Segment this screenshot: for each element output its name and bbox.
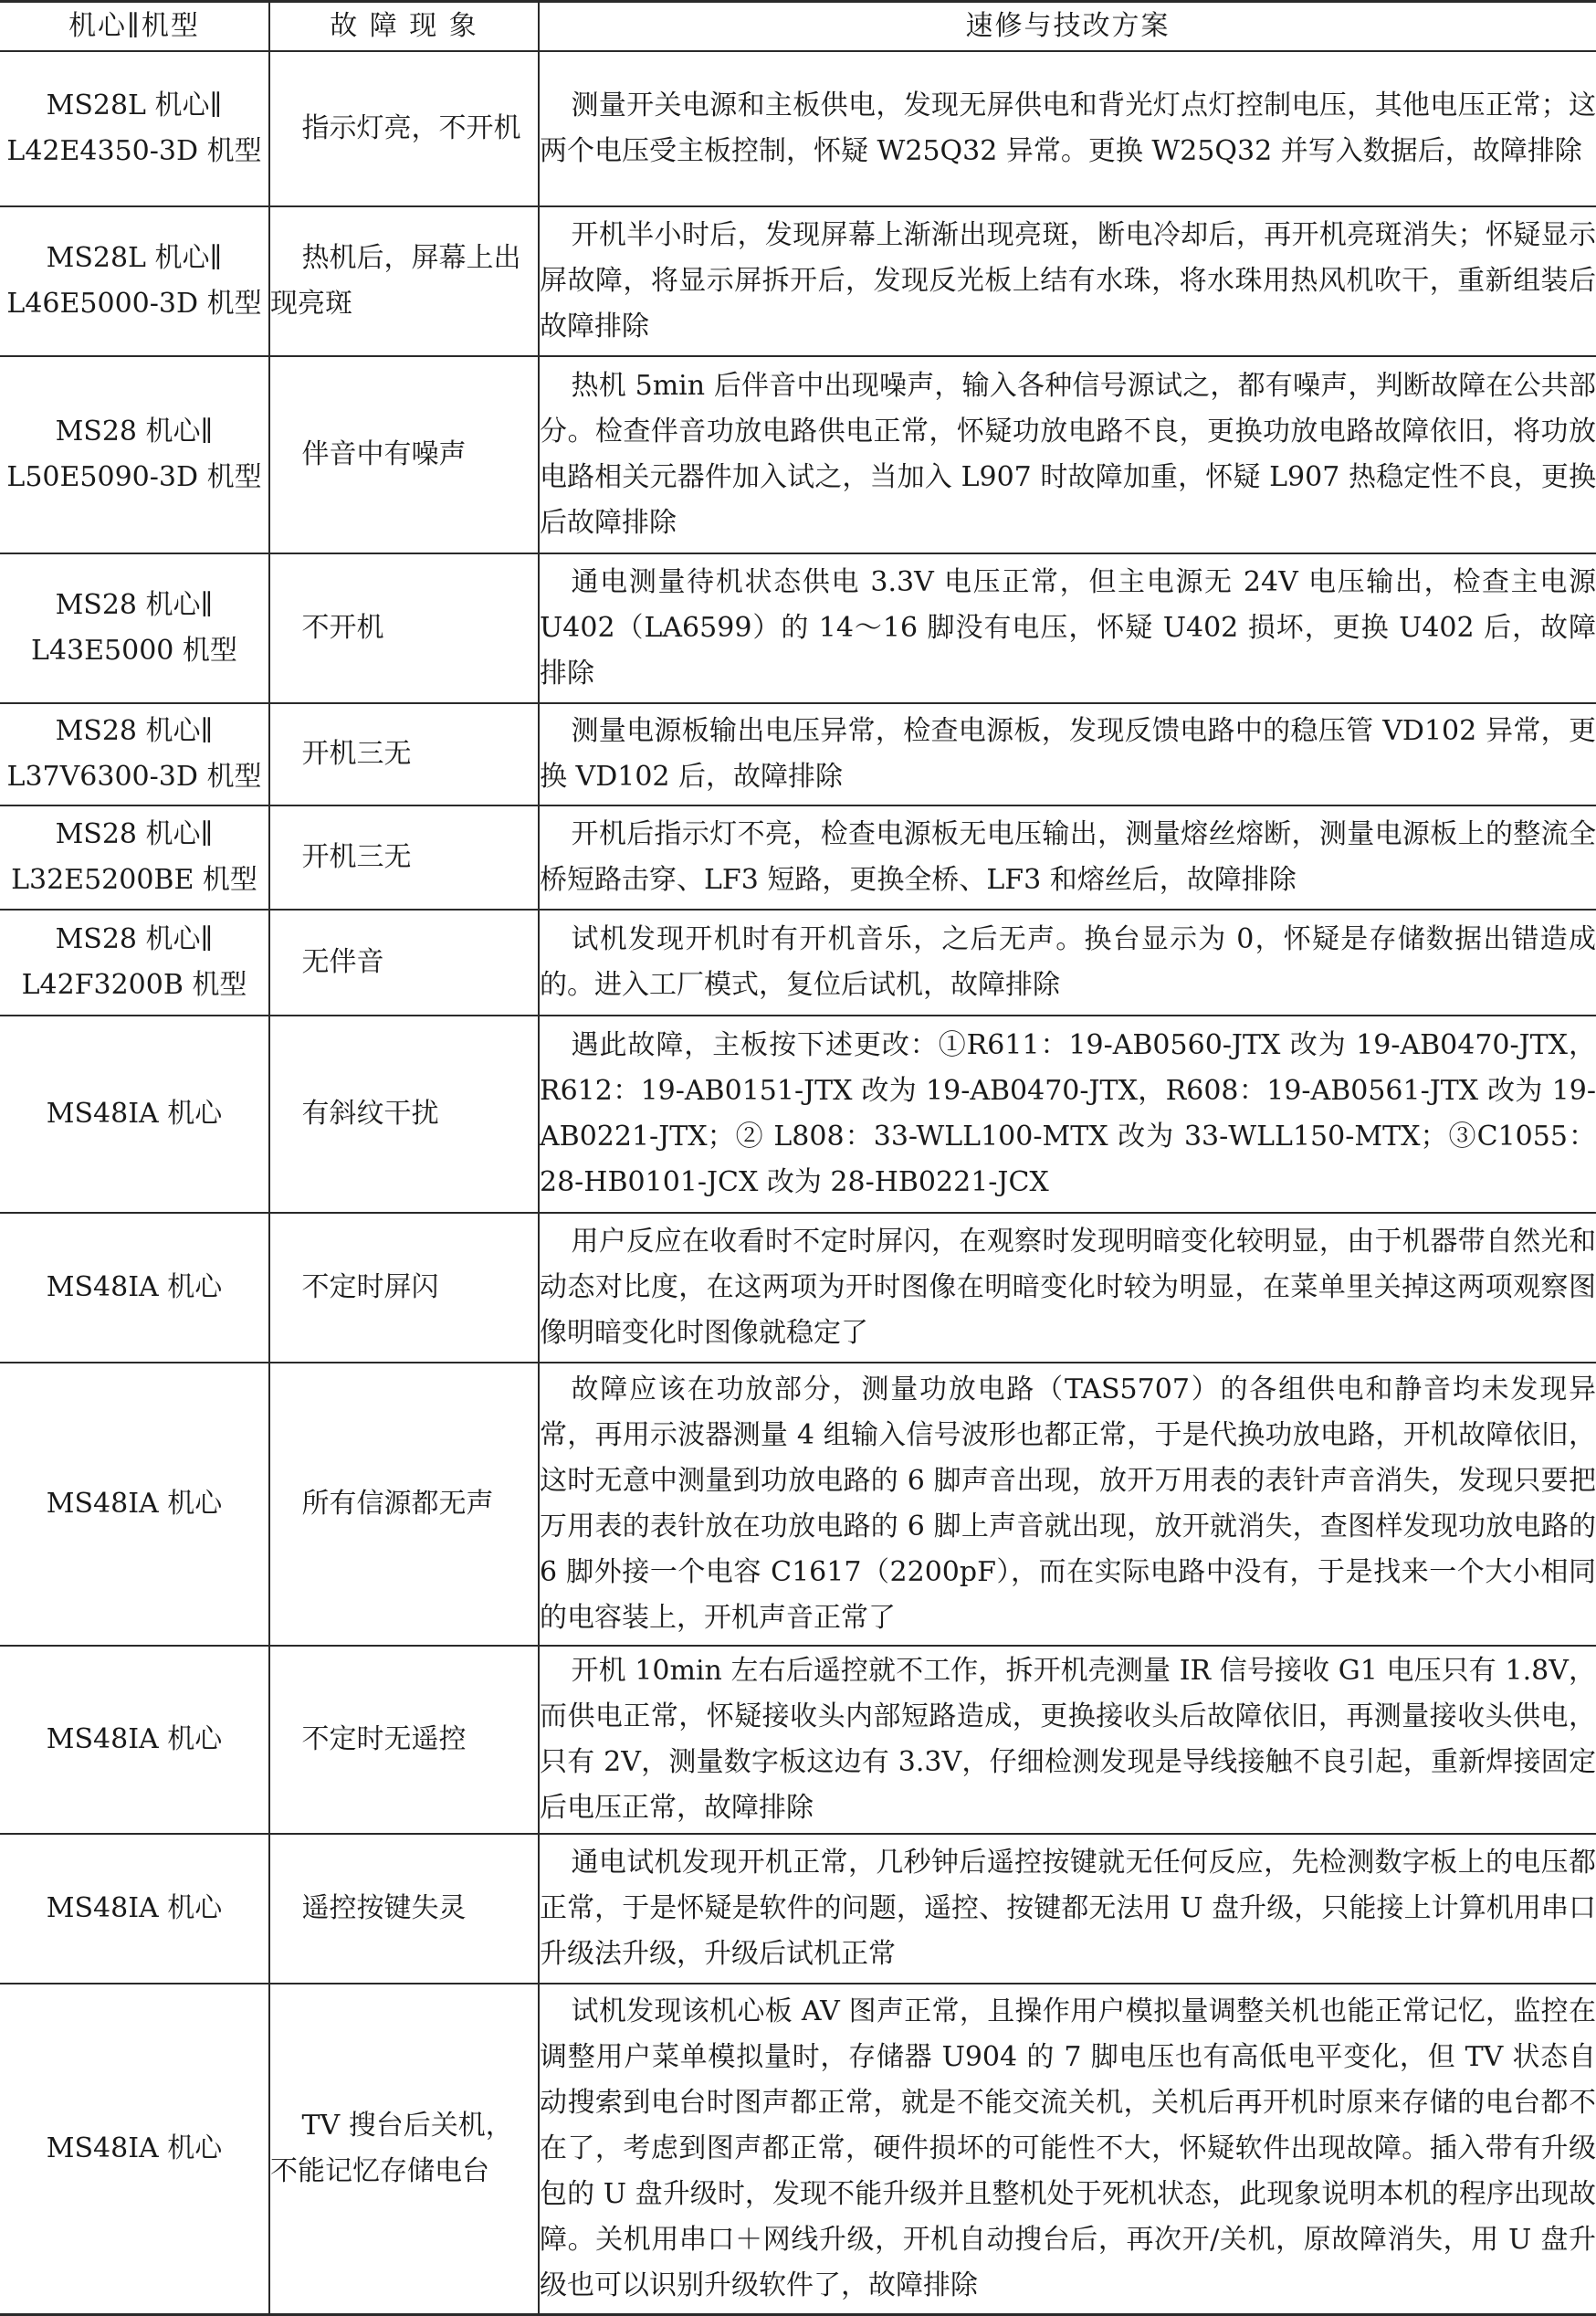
fix-text: 试机发现该机心板 AV 图声正常，且操作用户模拟量调整关机也能正常记忆，监控在调整用户菜单模拟量时，存储器 U904 的 7 脚电压也有高低电平变化，但 TV 状态自动搜索到电台时图声都正常，就是不能交流关机，关机后再开机时原来存储的电台都不在了，考虑到图声都正常，硬件损坏的可能性不大，怀疑软件出现故障。插入带有升级包的 U 盘升级时，发现不能升级并且整机处于死机状态，此现象说明本机的程序出现故障。关机用串口＋网线升级，开机自动搜台后，再次开/关机，原故障消失，用 U 盘升级也可以识别升级软件了，故障排除 xyxy=(540,1995,1596,2301)
cell-fault xyxy=(269,805,539,910)
cell-fault xyxy=(269,1984,539,2314)
table-row xyxy=(0,1213,1596,1363)
header-fault: 故 障 现 象 xyxy=(269,2,539,52)
fault-text: 不定时无遥控 xyxy=(301,1723,467,1755)
cell-model: MS28 机心∥ L43E5000 机型 xyxy=(0,553,269,703)
fault-text: 无伴音 xyxy=(301,946,384,978)
table-row xyxy=(0,805,1596,910)
table-row xyxy=(0,51,1596,206)
fault-text: 所有信源都无声 xyxy=(301,1488,494,1520)
fix-text: 通电测量待机状态供电 3.3V 电压正常，但主电源无 24V 电压输出，检查主电源 U402（LA6599）的 14～16 脚没有电压，怀疑 U402 损坏，更换 U402 后，故障排除 xyxy=(540,566,1596,690)
cell-fix xyxy=(539,553,1596,703)
fix-text: 热机 5min 后伴音中出现噪声，输入各种信号源试之，都有噪声，判断故障在公共部分。检查伴音功放电路供电正常，怀疑功放电路不良，更换功放电路故障依旧，将功放电路相关元器件加入试之，当加入 L907 时故障加重，怀疑 L907 热稳定性不良，更换后故障排除 xyxy=(540,370,1596,539)
cell-fix xyxy=(539,1646,1596,1834)
cell-model: MS28 机心∥ L42F3200B 机型 xyxy=(0,910,269,1016)
table-row xyxy=(0,1363,1596,1646)
cell-model: MS28 机心∥ L37V6300-3D 机型 xyxy=(0,703,269,805)
table-row xyxy=(0,356,1596,553)
fix-text: 测量电源板输出电压异常，检查电源板，发现反馈电路中的稳压管 VD102 异常，更换 VD102 后，故障排除 xyxy=(540,715,1596,793)
cell-fault xyxy=(269,206,539,356)
cell-model: MS48IA 机心 xyxy=(0,1363,269,1646)
fix-text: 通电试机发现开机正常，几秒钟后遥控按键就无任何反应，先检测数字板上的电压都正常，于是怀疑是软件的问题，遥控、按键都无法用 U 盘升级，只能接上计算机用串口升级法升级，升级后试机正常 xyxy=(540,1847,1596,1970)
cell-fix xyxy=(539,206,1596,356)
fault-text: TV 搜台后关机，不能记忆存储电台 xyxy=(270,2109,513,2187)
fix-text: 试机发现开机时有开机音乐，之后无声。换台显示为 0，怀疑是存储数据出错造成的。进入工厂模式，复位后试机，故障排除 xyxy=(540,923,1596,1001)
cell-fault xyxy=(269,51,539,206)
cell-fault xyxy=(269,703,539,805)
cell-fix xyxy=(539,51,1596,206)
cell-fault xyxy=(269,1646,539,1834)
fault-text: 开机三无 xyxy=(301,841,412,873)
cell-fix xyxy=(539,1363,1596,1646)
cell-model: MS28 机心∥ L50E5090-3D 机型 xyxy=(0,356,269,553)
cell-fix xyxy=(539,356,1596,553)
cell-model: MS28 机心∥ L32E5200BE 机型 xyxy=(0,805,269,910)
fault-text: 指示灯亮，不开机 xyxy=(301,112,521,144)
fault-text: 不定时屏闪 xyxy=(301,1271,439,1303)
cell-model: MS28L 机心∥ L46E5000-3D 机型 xyxy=(0,206,269,356)
fix-text: 故障应该在功放部分，测量功放电路（TAS5707）的各组供电和静音均未发现异常，再用示波器测量 4 组输入信号波形也都正常，于是代换功放电路，开机故障依旧，这时无意中测量到功放电路的 6 脚声音出现，放开万用表的表针声音消失，发现只要把万用表的表针放在功放电路的 6 脚上声音就出现，放开就消失，查图样发现功放电路的 6 脚外接一个电容 C1617（2200pF），而在实际电路中没有，于是找来一个大小相同的电容装上，开机声音正常了 xyxy=(540,1374,1596,1634)
fix-text: 开机半小时后，发现屏幕上渐渐出现亮斑，断电冷却后，再开机亮斑消失；怀疑显示屏故障，将显示屏拆开后，发现反光板上结有水珠，将水珠用热风机吹干，重新组装后故障排除 xyxy=(540,219,1596,342)
cell-model: MS48IA 机心 xyxy=(0,1984,269,2314)
cell-model: MS48IA 机心 xyxy=(0,1646,269,1834)
table-row xyxy=(0,1016,1596,1213)
table-row xyxy=(0,703,1596,805)
fault-text: 遥控按键失灵 xyxy=(301,1892,467,1924)
table-row xyxy=(0,553,1596,703)
table-row xyxy=(0,1984,1596,2314)
cell-model: MS48IA 机心 xyxy=(0,1834,269,1984)
cell-fault xyxy=(269,1363,539,1646)
fault-text: 热机后，屏幕上出现亮斑 xyxy=(270,242,521,320)
cell-fault xyxy=(269,356,539,553)
fix-text: 用户反应在收看时不定时屏闪，在观察时发现明暗变化较明显，由于机器带自然光和动态对比度，在这两项为开时图像在明暗变化时较为明显，在菜单里关掉这两项观察图像明暗变化时图像就稳定了 xyxy=(540,1226,1596,1349)
cell-fix xyxy=(539,1213,1596,1363)
fault-text: 有斜纹干扰 xyxy=(301,1098,439,1130)
table-row xyxy=(0,1834,1596,1984)
cell-model: MS28L 机心∥ L42E4350-3D 机型 xyxy=(0,51,269,206)
cell-fix xyxy=(539,1984,1596,2314)
table-row xyxy=(0,1646,1596,1834)
fault-text: 不开机 xyxy=(301,612,384,644)
cell-fix xyxy=(539,910,1596,1016)
fix-text: 遇此故障，主板按下述更改：①R611：19-AB0560-JTX 改为 19-AB0470-JTX，R612：19-AB0151-JTX 改为 19-AB0470-JTX，R608：19-AB0561-JTX 改为 19-AB0221-JTX；② L808：33-WLL100-MTX 改为 33-WLL150-MTX；③C1055：28-HB0101-JCX 改为 28-HB0221-JCX xyxy=(540,1029,1596,1198)
fault-text: 开机三无 xyxy=(301,738,412,770)
header-fix: 速修与技改方案 xyxy=(539,2,1596,52)
header-model: 机心∥机型 xyxy=(0,2,269,52)
cell-model: MS48IA 机心 xyxy=(0,1016,269,1213)
cell-fix xyxy=(539,703,1596,805)
cell-fix xyxy=(539,1016,1596,1213)
cell-fault xyxy=(269,1016,539,1213)
header-row xyxy=(0,2,1596,52)
cell-fix xyxy=(539,1834,1596,1984)
fix-text: 开机后指示灯不亮，检查电源板无电压输出，测量熔丝熔断，测量电源板上的整流全桥短路击穿、LF3 短路，更换全桥、LF3 和熔丝后，故障排除 xyxy=(540,818,1596,896)
cell-fix xyxy=(539,805,1596,910)
table-row xyxy=(0,206,1596,356)
fault-text: 伴音中有噪声 xyxy=(301,438,467,470)
cell-fault xyxy=(269,553,539,703)
cell-model: MS48IA 机心 xyxy=(0,1213,269,1363)
cell-fault xyxy=(269,910,539,1016)
fix-text: 开机 10min 左右后遥控就不工作，拆开机壳测量 IR 信号接收 G1 电压只有 1.8V，而供电正常，怀疑接收头内部短路造成，更换接收头后故障依旧，再测量接收头供电，只有 2V，测量数字板这边有 3.3V，仔细检测发现是导线接触不良引起，重新焊接固定后电压正常，故障排除 xyxy=(540,1655,1596,1824)
table-row xyxy=(0,910,1596,1016)
fix-text: 测量开关电源和主板供电，发现无屏供电和背光灯点灯控制电压，其他电压正常；这两个电压受主板控制，怀疑 W25Q32 异常。更换 W25Q32 并写入数据后，故障排除 xyxy=(540,89,1596,167)
cell-fault xyxy=(269,1834,539,1984)
cell-fault xyxy=(269,1213,539,1363)
